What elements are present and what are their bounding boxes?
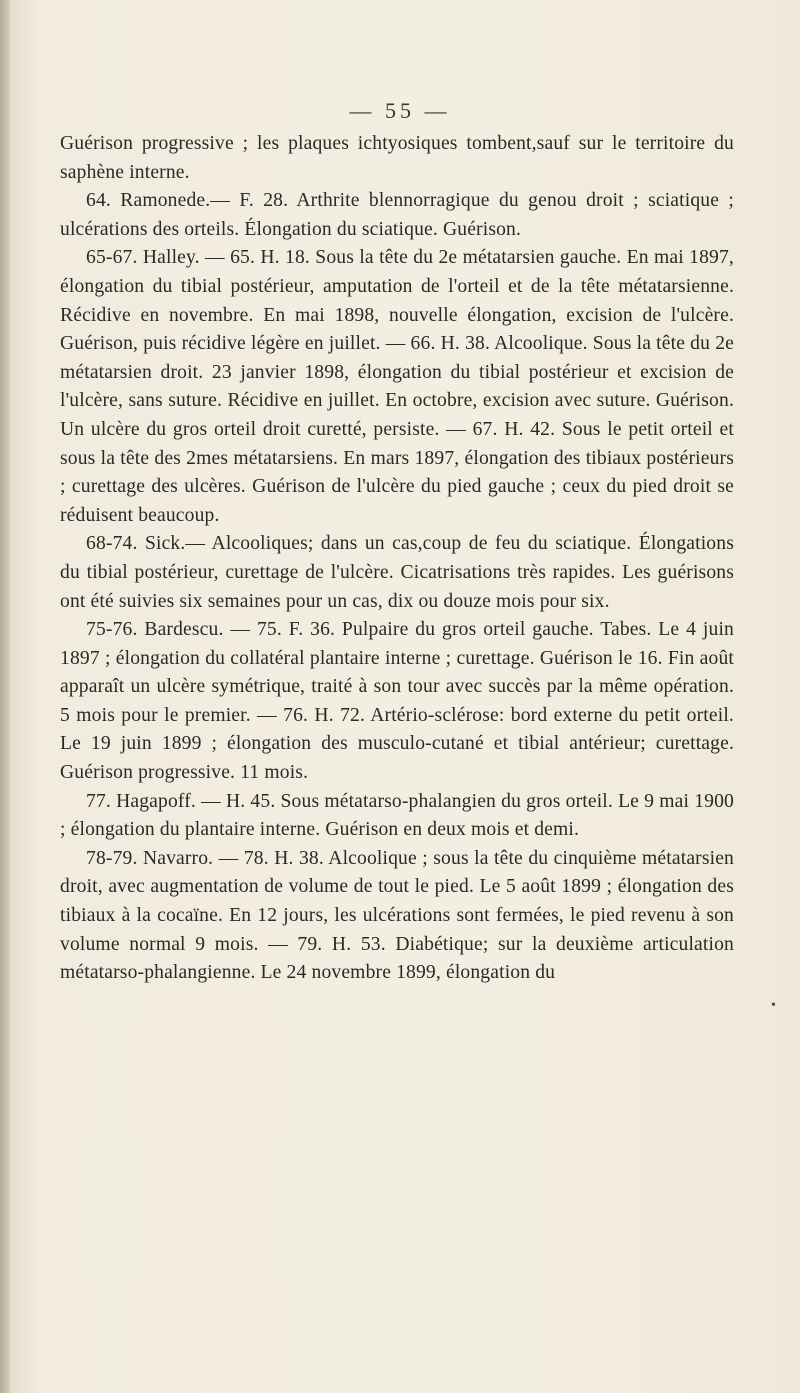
entry-heading: 77. Hagapoff. — (86, 790, 221, 812)
entry-heading: 65-67. Halley. — (86, 247, 225, 269)
entry-text: F. 28. Arthrite blennorragique du genou droit ; sciatique ; ulcérations des orteils. Élongation du sciatique. Guérison. (60, 190, 734, 240)
paragraph-continuation (60, 130, 734, 187)
ink-speck-mark: • (771, 998, 776, 1013)
entry-text: Guérison progressive ; les plaques ichtyosiques tombent,sauf sur le territoire du saphène interne. (60, 133, 734, 183)
paragraph-entry-64 (60, 187, 734, 244)
body-text (60, 130, 734, 988)
entry-text: 75. F. 36. Pulpaire du gros orteil gauche. Tabes. Le 4 juin 1897 ; élongation du collatéral plantaire interne ; curettage. Guérison le 16. Fin août apparaît un ulcère symétrique, traité à son tour avec succès par la même opération. 5 mois pour le premier. — 76. H. 72. Artério-sclérose: bord externe du petit orteil. Le 19 juin 1899 ; élongation des musculo-cutané et tibial antérieur; curettage. Guérison progressive. 11 mois. (60, 619, 734, 784)
entry-heading: 78-79. Navarro. — (86, 847, 239, 869)
entry-text: H. 45. Sous métatarso-phalangien du gros orteil. Le 9 mai 1900 ; élongation du plantaire interne. Guérison en deux mois et demi. (60, 790, 734, 841)
paragraph-entry-65-67 (60, 244, 734, 530)
entry-text: 65. H. 18. Sous la tête du 2e métatarsien gauche. En mai 1897, élongation du tibial postérieur, amputation de l'orteil et de la tête métatarsienne. Récidive en novembre. En mai 1898, nouvelle élongation, excision de l'ulcère. Guérison, puis récidive légère en juillet. — 66. H. 38. Alcoolique. Sous la tête du 2e métatarsien droit. 23 janvier 1898, élongation du tibial postérieur et excision de l'ulcère, sans suture. Récidive en juillet. En octobre, excision avec suture. Guérison. Un ulcère du gros orteil droit curetté, persiste. — 67. H. 42. Sous le petit orteil et sous la tête des 2mes métatarsiens. En mars 1897, élongation des tibiaux postérieurs ; curettage des ulcères. Guérison de l'ulcère du pied gauche ; ceux du pied droit se réduisent beaucoup. (60, 247, 734, 526)
entry-heading: 68-74. Sick.— (86, 533, 206, 555)
entry-text: 78. H. 38. Alcoolique ; sous la tête du cinquième métatarsien droit, avec augmentation de volume de tout le pied. Le 5 août 1899 ; élongation des tibiaux à la cocaïne. En 12 jours, les ulcérations sont fermées, le pied revenu à son volume normal 9 mois. — 79. H. 53. Diabétique; sur la deuxième articulation métatarso-phalangienne. Le 24 novembre 1899, élongation du (60, 847, 734, 984)
entry-heading: 64. Ramonede.— (86, 190, 231, 212)
page-binding-edge (0, 0, 10, 1393)
paragraph-entry-78-79 (60, 845, 734, 988)
page-number: — 55 — (349, 98, 451, 123)
entry-heading: 75-76. Bardescu. — (86, 619, 251, 641)
paragraph-entry-68-74 (60, 530, 734, 616)
paragraph-entry-77 (60, 788, 734, 845)
entry-text: Alcooliques; dans un cas,coup de feu du sciatique. Élongations du tibial postérieur, curettage de l'ulcère. Cicatrisations très rapides. Les guérisons ont été suivies six semaines pour un cas, dix ou douze mois pour six. (60, 533, 734, 612)
paragraph-entry-75-76 (60, 616, 734, 788)
